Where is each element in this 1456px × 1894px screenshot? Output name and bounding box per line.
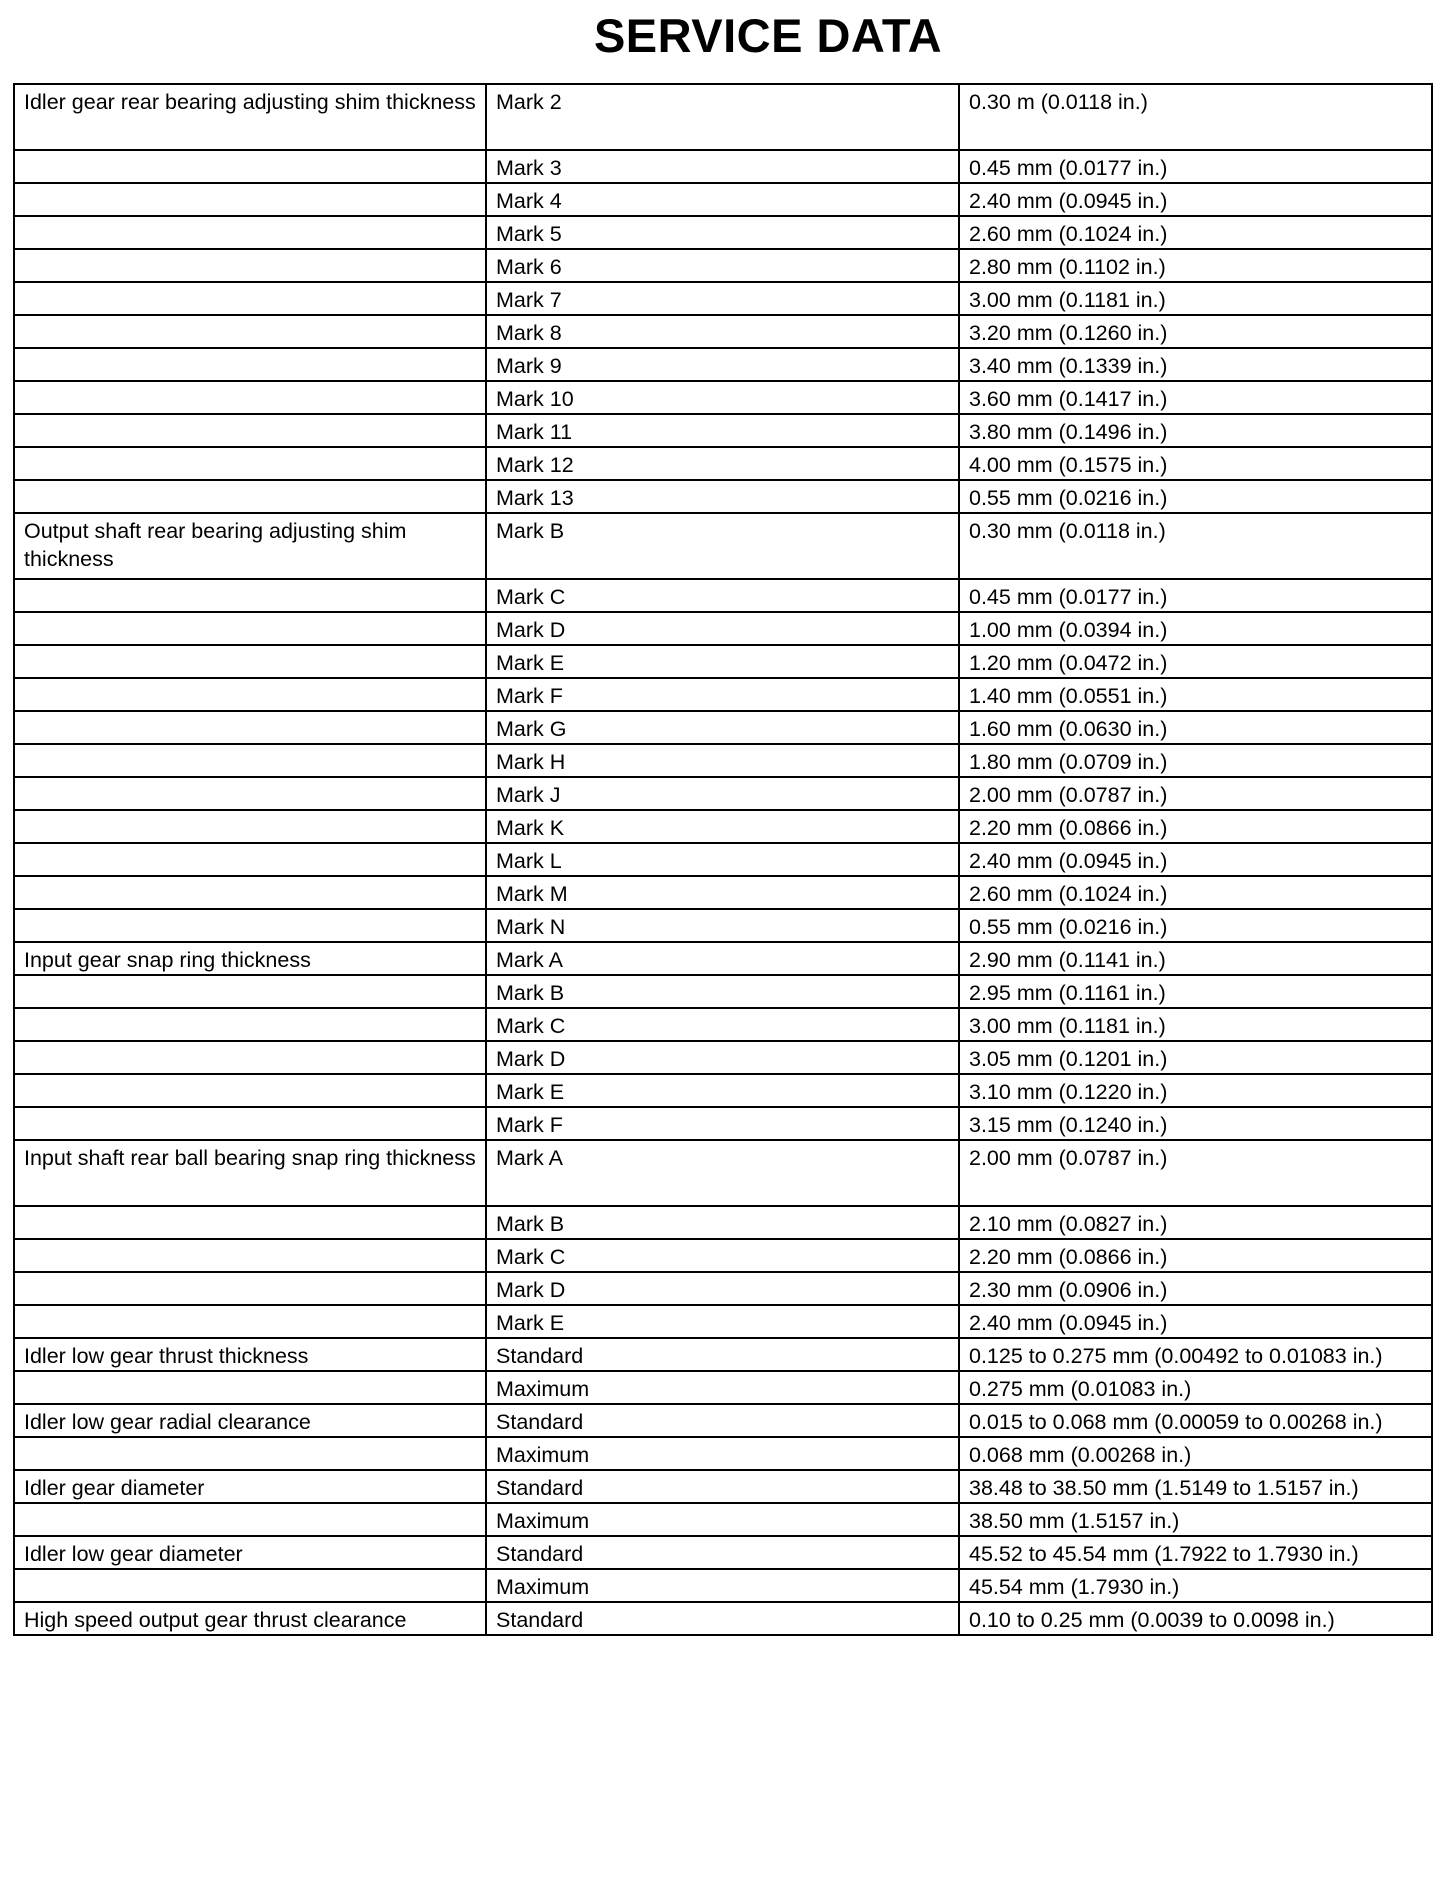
table-row — [14, 1470, 1432, 1503]
item-cell — [14, 216, 486, 249]
condition-cell: Mark C — [486, 579, 959, 612]
item-cell — [14, 1074, 486, 1107]
item-cell: High speed output gear thrust clearance — [14, 1602, 486, 1635]
table-row — [14, 1437, 1432, 1470]
value-cell: 1.00 mm (0.0394 in.) — [959, 612, 1432, 645]
table-row — [14, 1206, 1432, 1239]
value-cell: 2.40 mm (0.0945 in.) — [959, 183, 1432, 216]
condition-cell: Standard — [486, 1470, 959, 1503]
value-cell: 3.10 mm (0.1220 in.) — [959, 1074, 1432, 1107]
table-row — [14, 1371, 1432, 1404]
table-row — [14, 282, 1432, 315]
item-cell — [14, 348, 486, 381]
item-cell — [14, 1239, 486, 1272]
table-row — [14, 612, 1432, 645]
table-row — [14, 216, 1432, 249]
item-cell — [14, 1437, 486, 1470]
item-cell — [14, 1272, 486, 1305]
table-row — [14, 645, 1432, 678]
value-cell: 0.30 mm (0.0118 in.) — [959, 513, 1432, 579]
value-cell: 3.00 mm (0.1181 in.) — [959, 1008, 1432, 1041]
item-cell — [14, 909, 486, 942]
condition-cell: Mark 5 — [486, 216, 959, 249]
condition-cell: Mark F — [486, 678, 959, 711]
item-cell — [14, 678, 486, 711]
item-cell: Output shaft rear bearing adjusting shim thickness — [14, 513, 486, 579]
value-cell: 0.10 to 0.25 mm (0.0039 to 0.0098 in.) — [959, 1602, 1432, 1635]
item-cell: Idler gear diameter — [14, 1470, 486, 1503]
item-cell — [14, 315, 486, 348]
table-row — [14, 414, 1432, 447]
table-row — [14, 381, 1432, 414]
table-row — [14, 150, 1432, 183]
condition-cell: Mark E — [486, 645, 959, 678]
service-data-table — [13, 83, 1433, 1636]
value-cell: 3.20 mm (0.1260 in.) — [959, 315, 1432, 348]
table-row — [14, 1338, 1432, 1371]
item-cell — [14, 150, 486, 183]
item-cell — [14, 414, 486, 447]
item-cell — [14, 711, 486, 744]
table-row — [14, 1305, 1432, 1338]
item-cell — [14, 645, 486, 678]
table-row — [14, 1536, 1432, 1569]
value-cell: 2.60 mm (0.1024 in.) — [959, 216, 1432, 249]
table-row — [14, 777, 1432, 810]
table-body — [14, 84, 1432, 1635]
value-cell: 2.20 mm (0.0866 in.) — [959, 810, 1432, 843]
value-cell: 2.30 mm (0.0906 in.) — [959, 1272, 1432, 1305]
value-cell: 0.125 to 0.275 mm (0.00492 to 0.01083 in.) — [959, 1338, 1432, 1371]
value-cell: 1.80 mm (0.0709 in.) — [959, 744, 1432, 777]
table-row — [14, 843, 1432, 876]
condition-cell: Mark F — [486, 1107, 959, 1140]
condition-cell: Maximum — [486, 1371, 959, 1404]
value-cell: 3.00 mm (0.1181 in.) — [959, 282, 1432, 315]
table-row — [14, 348, 1432, 381]
item-cell — [14, 1206, 486, 1239]
condition-cell: Mark K — [486, 810, 959, 843]
condition-cell: Mark B — [486, 975, 959, 1008]
item-cell — [14, 249, 486, 282]
item-cell — [14, 876, 486, 909]
condition-cell: Standard — [486, 1404, 959, 1437]
table-row — [14, 975, 1432, 1008]
item-cell — [14, 282, 486, 315]
value-cell: 3.60 mm (0.1417 in.) — [959, 381, 1432, 414]
item-cell: Idler gear rear bearing adjusting shim thickness — [14, 84, 486, 150]
item-cell: Idler low gear thrust thickness — [14, 1338, 486, 1371]
condition-cell: Standard — [486, 1536, 959, 1569]
item-cell — [14, 447, 486, 480]
item-cell: Idler low gear diameter — [14, 1536, 486, 1569]
condition-cell: Mark B — [486, 513, 959, 579]
value-cell: 3.05 mm (0.1201 in.) — [959, 1041, 1432, 1074]
table-row — [14, 744, 1432, 777]
condition-cell: Mark C — [486, 1239, 959, 1272]
value-cell: 1.60 mm (0.0630 in.) — [959, 711, 1432, 744]
value-cell: 2.60 mm (0.1024 in.) — [959, 876, 1432, 909]
condition-cell: Mark M — [486, 876, 959, 909]
value-cell: 2.20 mm (0.0866 in.) — [959, 1239, 1432, 1272]
condition-cell: Mark 4 — [486, 183, 959, 216]
item-cell — [14, 1569, 486, 1602]
condition-cell: Mark E — [486, 1074, 959, 1107]
table-row — [14, 1503, 1432, 1536]
condition-cell: Mark J — [486, 777, 959, 810]
item-cell — [14, 843, 486, 876]
condition-cell: Mark G — [486, 711, 959, 744]
item-cell — [14, 183, 486, 216]
value-cell: 3.80 mm (0.1496 in.) — [959, 414, 1432, 447]
condition-cell: Mark N — [486, 909, 959, 942]
value-cell: 2.00 mm (0.0787 in.) — [959, 1140, 1432, 1206]
condition-cell: Mark 6 — [486, 249, 959, 282]
table-row — [14, 84, 1432, 150]
table-row — [14, 1272, 1432, 1305]
value-cell: 0.015 to 0.068 mm (0.00059 to 0.00268 in.) — [959, 1404, 1432, 1437]
item-cell — [14, 744, 486, 777]
value-cell: 0.55 mm (0.0216 in.) — [959, 480, 1432, 513]
condition-cell: Mark 8 — [486, 315, 959, 348]
condition-cell: Mark 12 — [486, 447, 959, 480]
condition-cell: Maximum — [486, 1569, 959, 1602]
table-row — [14, 1074, 1432, 1107]
item-cell — [14, 1041, 486, 1074]
table-row — [14, 942, 1432, 975]
condition-cell: Mark E — [486, 1305, 959, 1338]
value-cell: 45.52 to 45.54 mm (1.7922 to 1.7930 in.) — [959, 1536, 1432, 1569]
condition-cell: Mark A — [486, 942, 959, 975]
item-cell — [14, 777, 486, 810]
value-cell: 2.40 mm (0.0945 in.) — [959, 843, 1432, 876]
item-cell — [14, 1008, 486, 1041]
table-row — [14, 1107, 1432, 1140]
value-cell: 38.50 mm (1.5157 in.) — [959, 1503, 1432, 1536]
table-row — [14, 810, 1432, 843]
condition-cell: Mark 3 — [486, 150, 959, 183]
condition-cell: Mark 10 — [486, 381, 959, 414]
item-cell — [14, 975, 486, 1008]
item-cell — [14, 612, 486, 645]
condition-cell: Mark 2 — [486, 84, 959, 150]
value-cell: 0.275 mm (0.01083 in.) — [959, 1371, 1432, 1404]
table-row — [14, 711, 1432, 744]
value-cell: 45.54 mm (1.7930 in.) — [959, 1569, 1432, 1602]
value-cell: 2.95 mm (0.1161 in.) — [959, 975, 1432, 1008]
table-row — [14, 1239, 1432, 1272]
condition-cell: Maximum — [486, 1503, 959, 1536]
item-cell — [14, 810, 486, 843]
value-cell: 3.40 mm (0.1339 in.) — [959, 348, 1432, 381]
item-cell — [14, 480, 486, 513]
table-row — [14, 1041, 1432, 1074]
condition-cell: Mark D — [486, 1272, 959, 1305]
table-row — [14, 480, 1432, 513]
value-cell: 0.45 mm (0.0177 in.) — [959, 150, 1432, 183]
table-row — [14, 315, 1432, 348]
condition-cell: Mark 7 — [486, 282, 959, 315]
condition-cell: Mark L — [486, 843, 959, 876]
value-cell: 2.90 mm (0.1141 in.) — [959, 942, 1432, 975]
value-cell: 2.10 mm (0.0827 in.) — [959, 1206, 1432, 1239]
value-cell: 0.068 mm (0.00268 in.) — [959, 1437, 1432, 1470]
condition-cell: Mark 9 — [486, 348, 959, 381]
table-row — [14, 1008, 1432, 1041]
value-cell: 1.20 mm (0.0472 in.) — [959, 645, 1432, 678]
item-cell — [14, 1107, 486, 1140]
condition-cell: Maximum — [486, 1437, 959, 1470]
value-cell: 2.80 mm (0.1102 in.) — [959, 249, 1432, 282]
item-cell — [14, 1305, 486, 1338]
page-title: SERVICE DATA — [593, 9, 943, 62]
condition-cell: Mark 11 — [486, 414, 959, 447]
item-cell: Idler low gear radial clearance — [14, 1404, 486, 1437]
value-cell: 2.00 mm (0.0787 in.) — [959, 777, 1432, 810]
table-row — [14, 249, 1432, 282]
item-cell — [14, 381, 486, 414]
value-cell: 0.55 mm (0.0216 in.) — [959, 909, 1432, 942]
condition-cell: Mark C — [486, 1008, 959, 1041]
table-row — [14, 909, 1432, 942]
table-row — [14, 1140, 1432, 1206]
condition-cell: Mark H — [486, 744, 959, 777]
item-cell: Input gear snap ring thickness — [14, 942, 486, 975]
condition-cell: Mark 13 — [486, 480, 959, 513]
condition-cell: Mark D — [486, 612, 959, 645]
table-row — [14, 513, 1432, 579]
value-cell: 0.45 mm (0.0177 in.) — [959, 579, 1432, 612]
table-row — [14, 1569, 1432, 1602]
condition-cell: Standard — [486, 1338, 959, 1371]
value-cell: 0.30 m (0.0118 in.) — [959, 84, 1432, 150]
item-cell: Input shaft rear ball bearing snap ring thickness — [14, 1140, 486, 1206]
table-row — [14, 678, 1432, 711]
value-cell: 38.48 to 38.50 mm (1.5149 to 1.5157 in.) — [959, 1470, 1432, 1503]
table-row — [14, 1404, 1432, 1437]
condition-cell: Mark B — [486, 1206, 959, 1239]
item-cell — [14, 1503, 486, 1536]
item-cell — [14, 1371, 486, 1404]
table-row — [14, 183, 1432, 216]
value-cell: 1.40 mm (0.0551 in.) — [959, 678, 1432, 711]
condition-cell: Standard — [486, 1602, 959, 1635]
condition-cell: Mark A — [486, 1140, 959, 1206]
value-cell: 4.00 mm (0.1575 in.) — [959, 447, 1432, 480]
table-row — [14, 1602, 1432, 1635]
value-cell: 3.15 mm (0.1240 in.) — [959, 1107, 1432, 1140]
condition-cell: Mark D — [486, 1041, 959, 1074]
value-cell: 2.40 mm (0.0945 in.) — [959, 1305, 1432, 1338]
item-cell — [14, 579, 486, 612]
table-row — [14, 579, 1432, 612]
table-row — [14, 876, 1432, 909]
table-row — [14, 447, 1432, 480]
